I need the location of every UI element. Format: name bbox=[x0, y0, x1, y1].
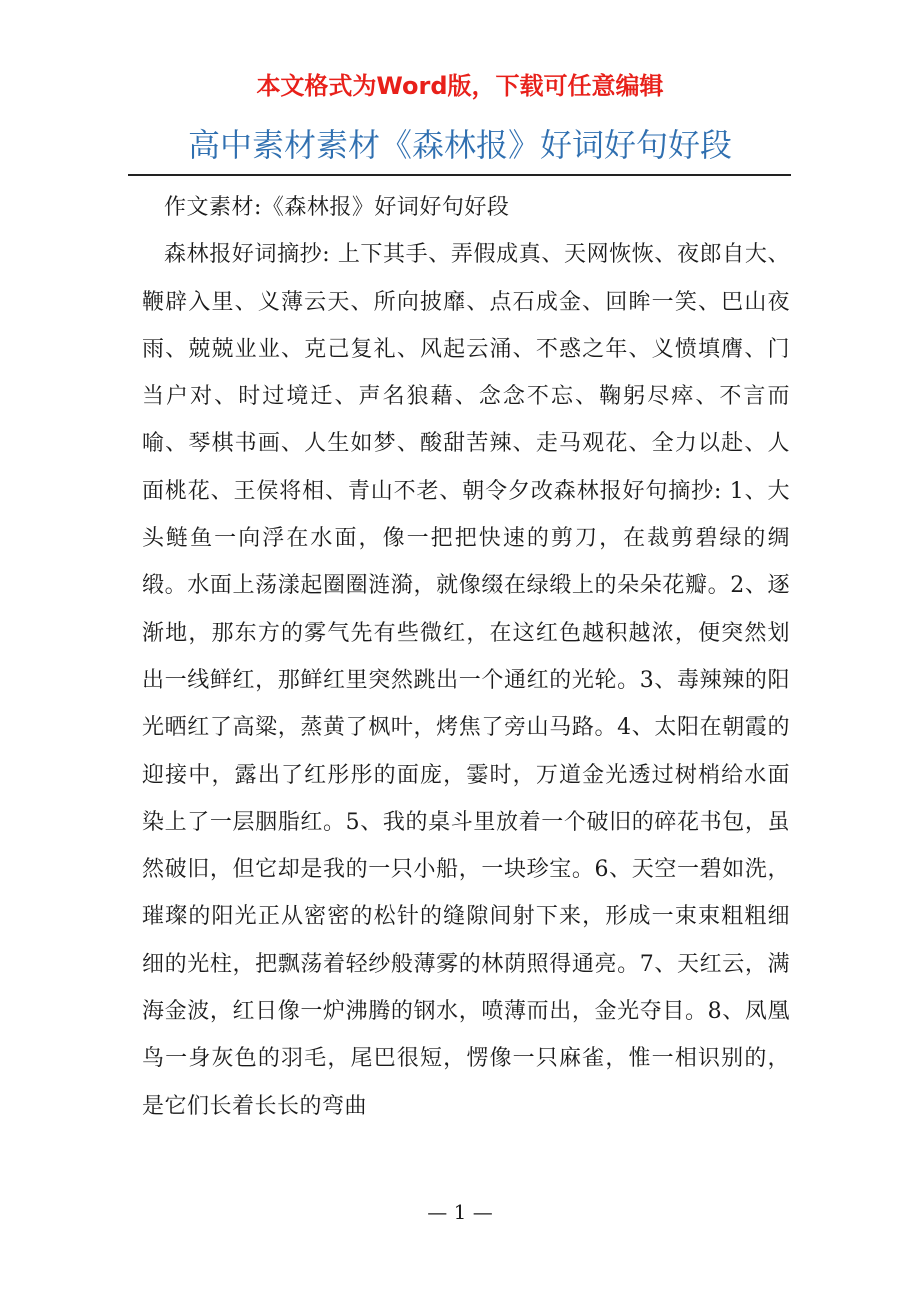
body-paragraph: 森林报好词摘抄: 上下其手、弄假成真、天网恢恢、夜郎自大、鞭辟入里、义薄云天、所向披靡、点石成金、回眸一笑、巴山夜雨、兢兢业业、克己复礼、风起云涌、不惑之年、义愤填膺、门当户对、时过境迁、声名狼藉、念念不忘、鞠躬尽瘁、不言而喻、琴棋书画、人生如梦、酸甜苦辣、走马观花、全力以赴、人面桃花、王侯将相、青山不老、朝令夕改森林报好句摘抄: 1、大头鲢鱼一向浮在水面，像一把把快速的剪刀，在裁剪碧绿的绸缎。水面上荡漾起圈圈涟漪，就像缀在绿缎上的朵朵花瓣。2、逐渐地，那东方的雾气先有些微红，在这红色越积越浓，便突然划出一线鲜红，那鲜红里突然跳出一个通红的光轮。3、毒辣辣的阳光晒红了高粱，蒸黄了枫叶，烤焦了旁山马路。4、太阳在朝霞的迎接中，露出了红彤彤的面庞，霎时，万道金光透过树梢给水面染上了一层胭脂红。5、我的桌斗里放着一个破旧的碎花书包，虽然破旧，但它却是我的一只小船，一块珍宝。6、天空一碧如洗，璀璨的阳光正从密密的松针的缝隙间射下来，形成一束束粗粗细细的光柱，把飘荡着轻纱般薄雾的林荫照得通亮。7、天红云，满海金波，红日像一炉沸腾的钢水，喷薄而出，金光夺目。8、凤凰鸟一身灰色的羽毛，尾巴很短，愣像一只麻雀，惟一相识别的，是它们长着长长的弯曲 bbox=[142, 242, 790, 1119]
format-notice-banner: 本文格式为Word版，下载可任意编辑 bbox=[256, 72, 664, 100]
title-divider bbox=[128, 174, 791, 176]
subtitle-paragraph: 作文素材:《森林报》好词好句好段 bbox=[164, 195, 510, 220]
page-number: — 1 — bbox=[427, 1200, 493, 1224]
document-body bbox=[142, 184, 790, 1130]
document-title: 高中素材素材《森林报》好词好句好段 bbox=[187, 126, 732, 164]
